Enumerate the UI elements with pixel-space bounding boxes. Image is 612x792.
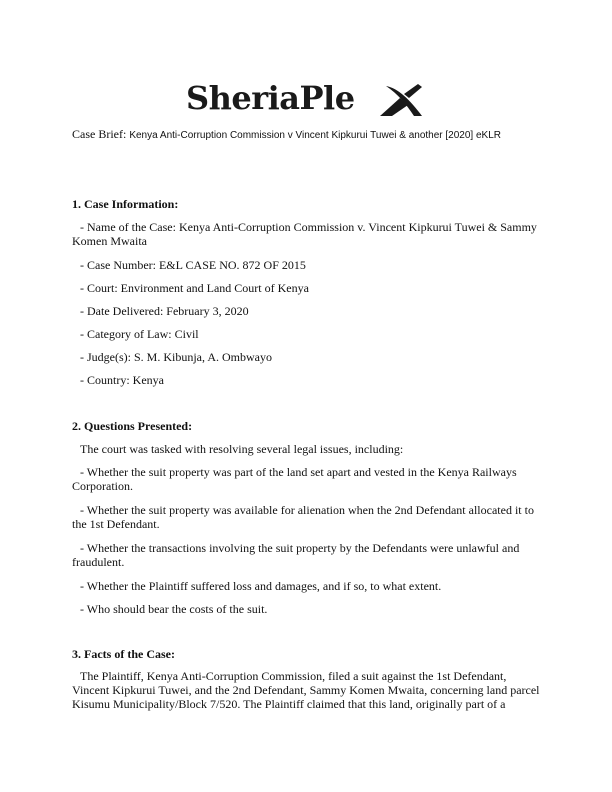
category-of-law-item: - Category of Law: Civil <box>80 327 199 341</box>
question-item: - Whether the suit property was available for alienation when the 2nd Defendant allocated it to the 1st Defendant. <box>72 503 534 531</box>
case-number-item: - Case Number: E&L CASE NO. 872 OF 2015 <box>80 258 306 272</box>
case-brief-title <box>72 127 501 142</box>
question-item: - Whether the Plaintiff suffered loss and damages, and if so, to what extent. <box>80 579 442 593</box>
facts-paragraph: The Plaintiff, Kenya Anti-Corruption Commission, filed a suit against the 1st Defendant, Vincent Kipkurui Tuwei, and the 2nd Defendant, Sammy Komen Mwaita, concerning land parcel Kisumu Municipality/Block 7/520. The Plaintiff claimed that this land, originally part of a <box>72 669 540 711</box>
sheriaplex-logo <box>186 76 426 120</box>
section-heading-questions-presented: 2. Questions Presented: <box>72 419 193 433</box>
logo-wordmark: SheriaPle <box>186 79 355 117</box>
question-item: - Whether the suit property was part of the land set apart and vested in the Kenya Railways Corporation. <box>72 465 517 493</box>
judges-item: - Judge(s): S. M. Kibunja, A. Ombwayo <box>80 350 272 364</box>
section-heading-case-information: 1. Case Information: <box>72 197 179 211</box>
country-item: - Country: Kenya <box>80 373 164 387</box>
section-heading-facts: 3. Facts of the Case: <box>72 647 175 661</box>
question-item: - Who should bear the costs of the suit. <box>80 602 268 616</box>
case-name-item: - Name of the Case: Kenya Anti-Corruption Commission v. Vincent Kipkurui Tuwei & Sammy Komen Mwaita <box>72 220 537 248</box>
questions-intro: The court was tasked with resolving several legal issues, including: <box>80 442 404 456</box>
court-item: - Court: Environment and Land Court of Kenya <box>80 281 309 295</box>
date-delivered-item: - Date Delivered: February 3, 2020 <box>80 304 249 318</box>
case-brief-name: Kenya Anti-Corruption Commission v Vincent Kipkurui Tuwei & another [2020] eKLR <box>129 130 502 141</box>
question-item: - Whether the transactions involving the suit property by the Defendants were unlawful and fraudulent. <box>72 541 520 569</box>
case-brief-label: Case Brief: <box>72 127 130 141</box>
x-swoosh-icon <box>378 78 424 118</box>
